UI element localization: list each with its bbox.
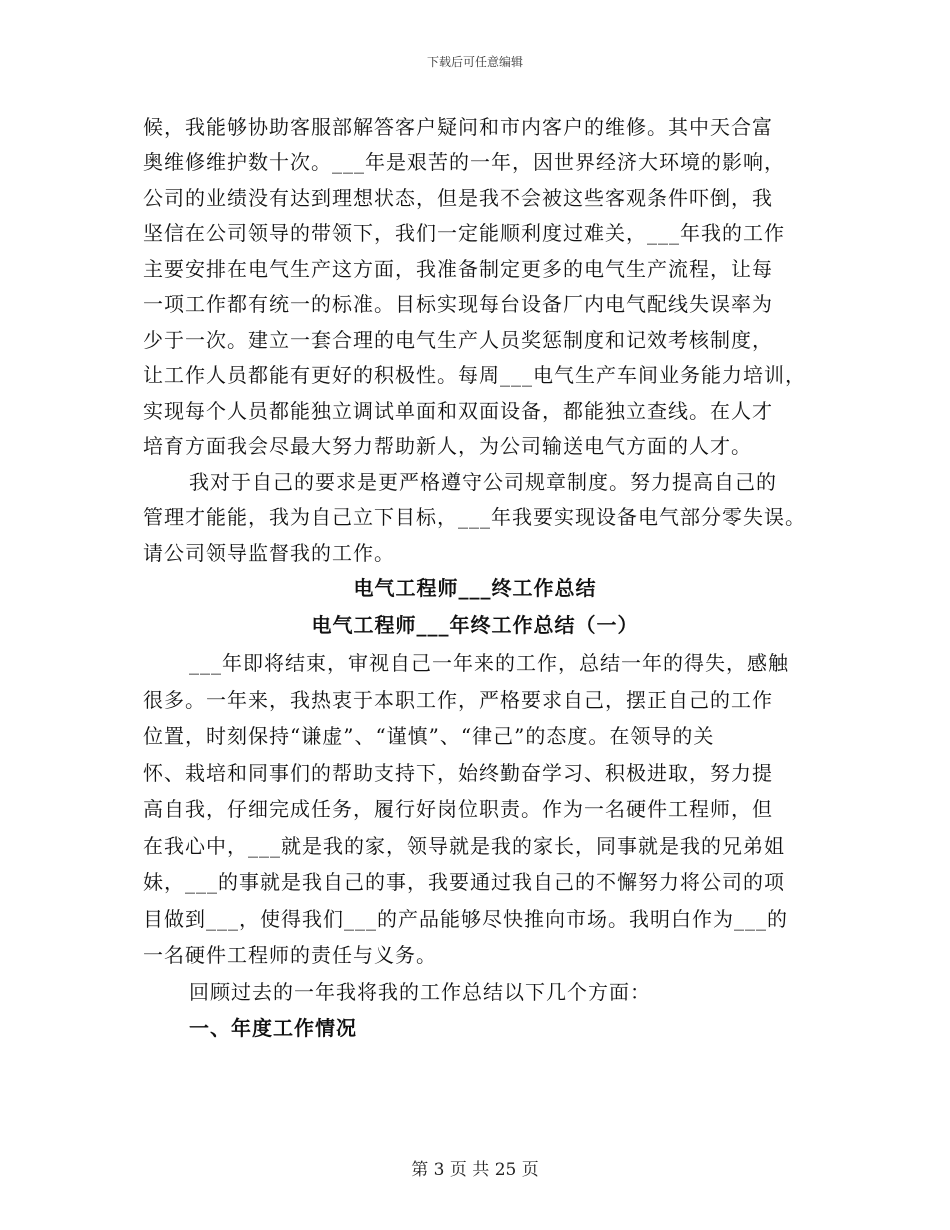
document-title: 电气工程师___终工作总结 bbox=[353, 576, 597, 600]
text-line: 公司的业绩没有达到理想状态，但是我不会被这些客观条件吓倒，我 bbox=[143, 186, 773, 210]
text-line: 我对于自己的要求是更严格遵守公司规章制度。努力提高自己的 bbox=[189, 470, 777, 494]
text-line: 坚信在公司领导的带领下，我们一定能顺利度过难关，___年我的工作 bbox=[143, 221, 785, 245]
text-line: 位置，时刻保持“谦虚”、“谨慎”、“律己”的态度。在领导的关 bbox=[143, 724, 715, 748]
text-line: 很多。一年来，我热衷于本职工作，严格要求自己，摆正自己的工作 bbox=[143, 688, 773, 712]
text-line: 少于一次。建立一套合理的电气生产人员奖惩制度和记效考核制度， bbox=[143, 328, 773, 352]
text-line: 候，我能够协助客服部解答客户疑问和市内客户的维修。其中天合富 bbox=[143, 115, 773, 139]
text-line: 高自我，仔细完成任务，履行好岗位职责。作为一名硬件工程师，但 bbox=[143, 797, 773, 821]
document-subtitle: 电气工程师___年终工作总结（一） bbox=[311, 613, 639, 637]
text-line: 奥维修维护数十次。___年是艰苦的一年，因世界经济大环境的影响， bbox=[143, 150, 785, 174]
text-line: 妹，___的事就是我自己的事，我要通过我自己的不懈努力将公司的项 bbox=[143, 870, 785, 894]
text-line: ___年即将结束，审视自己一年来的工作，总结一年的得失，感触 bbox=[189, 651, 789, 675]
text-line: 请公司领导监督我的工作。 bbox=[143, 541, 395, 565]
text-line: 回顾过去的一年我将我的工作总结以下几个方面： bbox=[189, 980, 651, 1004]
text-line: 管理才能能，我为自己立下目标，___年我要实现设备电气部分零失误。 bbox=[143, 505, 806, 529]
text-line: 怀、栽培和同事们的帮助支持下，始终勤奋学习、积极进取，努力提 bbox=[143, 761, 773, 785]
text-line: 目做到___，使得我们___的产品能够尽快推向市场。我明白作为___的 bbox=[143, 907, 788, 931]
section-heading: 一、年度工作情况 bbox=[189, 1016, 357, 1040]
text-line: 培育方面我会尽最大努力帮助新人，为公司输送电气方面的人才。 bbox=[143, 434, 752, 458]
text-line: 让工作人员都能有更好的积极性。每周___电气生产车间业务能力培训， bbox=[143, 363, 806, 387]
text-line: 主要安排在电气生产这方面，我准备制定更多的电气生产流程，让每 bbox=[143, 257, 773, 281]
text-line: 在我心中，___就是我的家，领导就是我的家长，同事就是我的兄弟姐 bbox=[143, 834, 785, 858]
header-note: 下载后可任意编辑 bbox=[426, 55, 523, 69]
text-line: 一名硬件工程师的责任与义务。 bbox=[143, 943, 437, 967]
text-line: 实现每个人员都能独立调试单面和双面设备，都能独立查线。在人才 bbox=[143, 399, 773, 423]
page-number: 第 3 页 共 25 页 bbox=[411, 1160, 539, 1180]
text-line: 一项工作都有统一的标准。目标实现每台设备厂内电气配线失误率为 bbox=[143, 292, 773, 316]
